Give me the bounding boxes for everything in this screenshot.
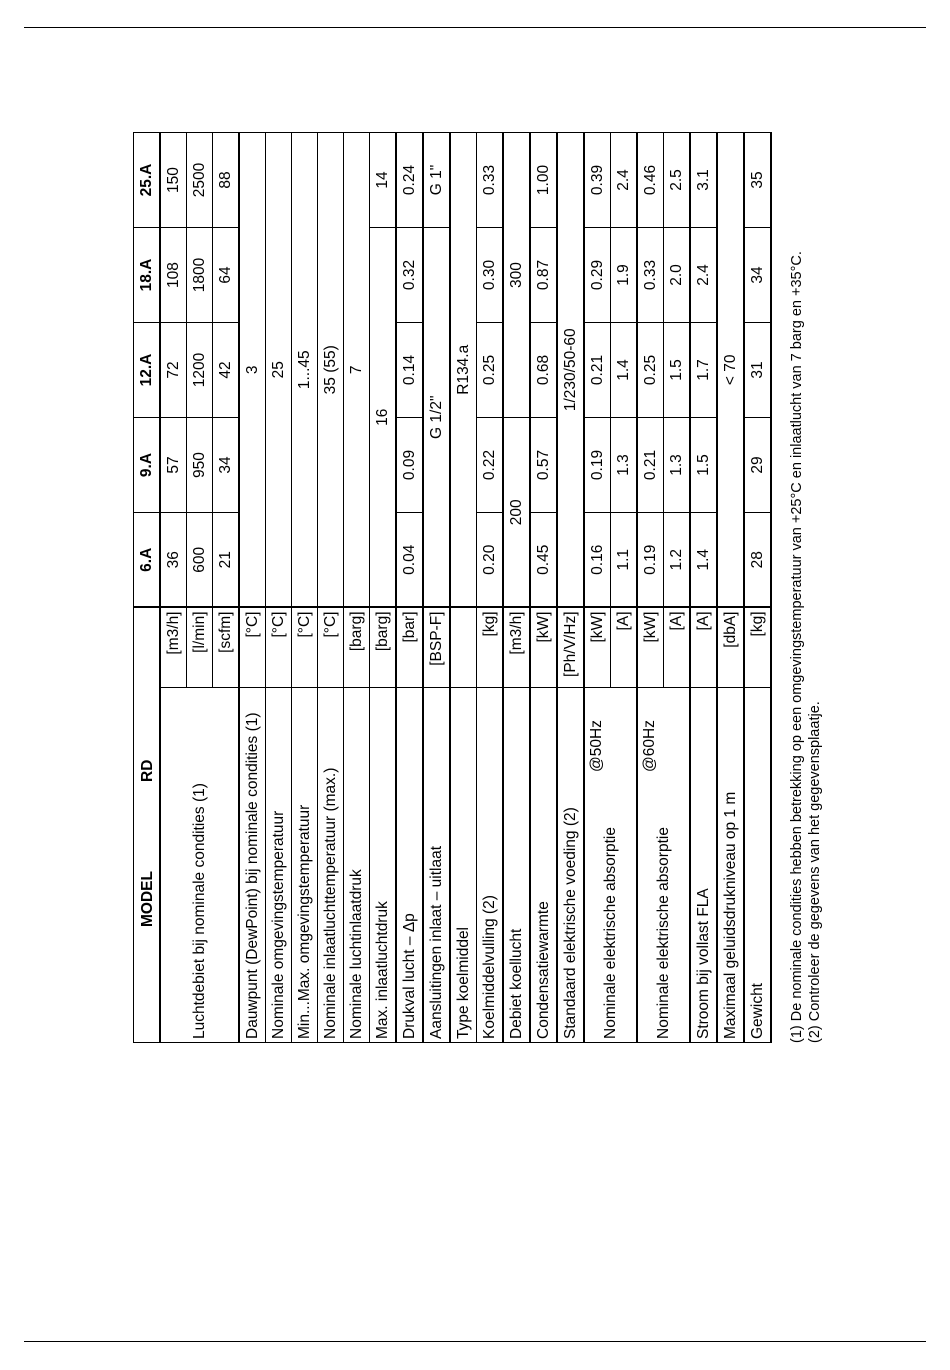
table-cell: 1.5: [664, 323, 691, 418]
row-unit: [°C]: [292, 608, 318, 688]
row-label: Gewicht: [744, 688, 771, 1043]
absorption-60hz-row-1: [637, 133, 664, 1043]
table-cell: 2500: [187, 133, 213, 228]
nominal-inlet-temp-row: [318, 133, 344, 1043]
table-cell: 1.9: [611, 228, 638, 323]
absorption-50hz-label: Nominale elektrische absorptie: [601, 827, 619, 1039]
pressure-drop-row: [396, 133, 423, 1043]
row-label: Drukval lucht – Δp: [396, 688, 423, 1043]
row-unit: [barg]: [370, 608, 397, 688]
absorption-60hz-freq: @60Hz: [641, 720, 658, 772]
model-9a: 9.A: [134, 418, 161, 513]
air-flow-row-1: [160, 133, 187, 1043]
model-12a: 12.A: [134, 323, 161, 418]
model-25a: 25.A: [134, 133, 161, 228]
table-cell: 0.33: [637, 228, 664, 323]
table-cell: 0.24: [396, 133, 423, 228]
row-unit: [kg]: [744, 608, 771, 688]
connections-row: [423, 133, 450, 1043]
table-cell: 300: [503, 133, 530, 418]
table-cell: 2.0: [664, 228, 691, 323]
table-cell: 950: [187, 418, 213, 513]
table-cell: 1200: [187, 323, 213, 418]
noise-row: [717, 133, 744, 1043]
row-label: Nominale inlaatluchttemperatuur (max.): [318, 688, 344, 1043]
row-label: Standaard elektrische voeding (2): [557, 688, 584, 1043]
table-cell: 64: [213, 228, 240, 323]
model-label: MODEL: [139, 871, 156, 927]
absorption-50hz-freq: @50Hz: [588, 720, 605, 772]
table-cell: G 1": [423, 133, 450, 228]
air-flow-unit-lmin: [l/min]: [187, 608, 213, 688]
spec-table: [133, 132, 772, 1043]
air-flow-label: Luchtdebiet bij nominale condities (1): [160, 688, 239, 1043]
footnotes: [788, 133, 824, 1043]
row-label: Maximaal geluidsdrukniveau op 1 m: [717, 688, 744, 1043]
table-cell: 25: [266, 133, 292, 608]
table-cell: 1.00: [530, 133, 557, 228]
top-rule: [24, 27, 926, 28]
row-unit: [°C]: [239, 608, 266, 688]
table-cell: G 1/2": [423, 228, 450, 608]
table-cell: 0.19: [584, 418, 611, 513]
absorption-60hz-label-cell: [637, 688, 690, 1043]
row-label: Condensatiewarmte: [530, 688, 557, 1043]
row-unit: [kW]: [530, 608, 557, 688]
table-cell: 1.4: [611, 323, 638, 418]
table-cell: 1...45: [292, 133, 318, 608]
footnote-2: (2) Controleer de gegevens van het gegevensplaatje.: [807, 701, 823, 1043]
table-cell: 600: [187, 513, 213, 608]
table-cell: 0.57: [530, 418, 557, 513]
table-cell: 1.1: [611, 513, 638, 608]
table-cell: 150: [160, 133, 187, 228]
row-unit: [Ph/V/Hz]: [557, 608, 584, 688]
table-cell: 0.30: [477, 228, 504, 323]
row-unit: [BSP-F]: [423, 608, 450, 688]
max-inlet-pressure-row: [370, 133, 397, 1043]
row-unit: [bar]: [396, 608, 423, 688]
table-cell: 0.09: [396, 418, 423, 513]
table-cell: 0.25: [637, 323, 664, 418]
table-cell: 0.19: [637, 513, 664, 608]
table-cell: 1.5: [690, 418, 717, 513]
table-cell: 34: [744, 228, 771, 323]
table-cell: 108: [160, 228, 187, 323]
row-unit: [°C]: [266, 608, 292, 688]
table-cell: 0.68: [530, 323, 557, 418]
table-cell: 14: [370, 133, 397, 228]
fla-row: [690, 133, 717, 1043]
row-label: Nominale luchtinlaatdruk: [344, 688, 370, 1043]
table-cell: 34: [213, 418, 240, 513]
table-cell: 0.33: [477, 133, 504, 228]
table-cell: 0.29: [584, 228, 611, 323]
table-cell: 0.04: [396, 513, 423, 608]
table-cell: 35: [744, 133, 771, 228]
absorption-50hz-row-1: [584, 133, 611, 1043]
row-unit: [450, 608, 477, 688]
table-cell: 21: [213, 513, 240, 608]
row-label: Stroom bij vollast FLA: [690, 688, 717, 1043]
table-cell: 7: [344, 133, 370, 608]
table-cell: 1.3: [611, 418, 638, 513]
dewpoint-row: [239, 133, 266, 1043]
table-cell: 31: [744, 323, 771, 418]
row-label: Min...Max. omgevingstemperatuur: [292, 688, 318, 1043]
row-label: Nominale omgevingstemperatuur: [266, 688, 292, 1043]
table-cell: 1.4: [690, 513, 717, 608]
table-cell: 0.87: [530, 228, 557, 323]
weight-row: [744, 133, 771, 1043]
table-cell: 1.7: [690, 323, 717, 418]
bottom-rule: [24, 1341, 926, 1342]
refrigerant-row: [450, 133, 477, 1043]
table-cell: 1/230/50-60: [557, 133, 584, 608]
table-cell: 42: [213, 323, 240, 418]
row-unit: [kW]: [584, 608, 611, 688]
table-cell: 3.1: [690, 133, 717, 228]
nominal-ambient-row: [266, 133, 292, 1043]
table-cell: 2.4: [690, 228, 717, 323]
row-label: Aansluitingen inlaat – uitlaat: [423, 688, 450, 1043]
row-unit: [kW]: [637, 608, 664, 688]
table-cell: 0.39: [584, 133, 611, 228]
table-cell: 35 (55): [318, 133, 344, 608]
table-cell: 0.16: [584, 513, 611, 608]
table-cell: 3: [239, 133, 266, 608]
row-label: Koelmiddelvulling (2): [477, 688, 504, 1043]
table-cell: 1.3: [664, 418, 691, 513]
condensation-heat-row: [530, 133, 557, 1043]
row-unit: [dbA]: [717, 608, 744, 688]
table-cell: 1800: [187, 228, 213, 323]
row-unit: [m3/h]: [503, 608, 530, 688]
row-unit: [kg]: [477, 608, 504, 688]
row-unit: [A]: [690, 608, 717, 688]
minmax-ambient-row: [292, 133, 318, 1043]
row-label: Type koelmiddel: [450, 688, 477, 1043]
table-cell: 0.21: [584, 323, 611, 418]
model-6a: 6.A: [134, 513, 161, 608]
air-flow-unit-scfm: [scfm]: [213, 608, 240, 688]
row-label: Max. inlaatluchtdruk: [370, 688, 397, 1043]
model-header-cell: [134, 608, 161, 1043]
table-cell: 57: [160, 418, 187, 513]
table-cell: 88: [213, 133, 240, 228]
table-cell: 0.32: [396, 228, 423, 323]
row-unit: [barg]: [344, 608, 370, 688]
charge-row: [477, 133, 504, 1043]
table-cell: 36: [160, 513, 187, 608]
air-flow-unit-m3h: [m3/h]: [160, 608, 187, 688]
row-unit: [A]: [611, 608, 638, 688]
absorption-50hz-label-cell: [584, 688, 637, 1043]
absorption-60hz-label: Nominale elektrische absorptie: [654, 827, 672, 1039]
power-supply-row: [557, 133, 584, 1043]
table-cell: 0.22: [477, 418, 504, 513]
model-18a: 18.A: [134, 228, 161, 323]
table-cell: 29: [744, 418, 771, 513]
table-cell: 2.4: [611, 133, 638, 228]
table-cell: 16: [370, 228, 397, 608]
row-label: Dauwpunt (DewPoint) bij nominale condities (1): [239, 688, 266, 1043]
table-cell: 200: [503, 418, 530, 608]
row-unit: [°C]: [318, 608, 344, 688]
table-cell: < 70: [717, 133, 744, 608]
table-cell: 1.2: [664, 513, 691, 608]
footnote-1: (1) De nominale condities hebben betrekking op een omgevingstemperatuur van +25°C en inlaatlucht van 7 barg en +35°C.: [789, 251, 805, 1043]
table-cell: 72: [160, 323, 187, 418]
cooling-air-row: [503, 133, 530, 1043]
header-row: [134, 133, 161, 1043]
row-label: Debiet koellucht: [503, 688, 530, 1043]
table-cell: 0.20: [477, 513, 504, 608]
rd-label: RD: [139, 759, 156, 782]
table-cell: 0.14: [396, 323, 423, 418]
nominal-inlet-pressure-row: [344, 133, 370, 1043]
spec-block-inner: [133, 133, 823, 1043]
table-cell: 28: [744, 513, 771, 608]
table-cell: 0.46: [637, 133, 664, 228]
table-cell: 0.45: [530, 513, 557, 608]
rotated-spec-block: [133, 133, 823, 1043]
table-cell: 0.25: [477, 323, 504, 418]
table-cell: 2.5: [664, 133, 691, 228]
table-cell: R134.a: [450, 133, 477, 608]
row-unit: [A]: [664, 608, 691, 688]
table-cell: 0.21: [637, 418, 664, 513]
